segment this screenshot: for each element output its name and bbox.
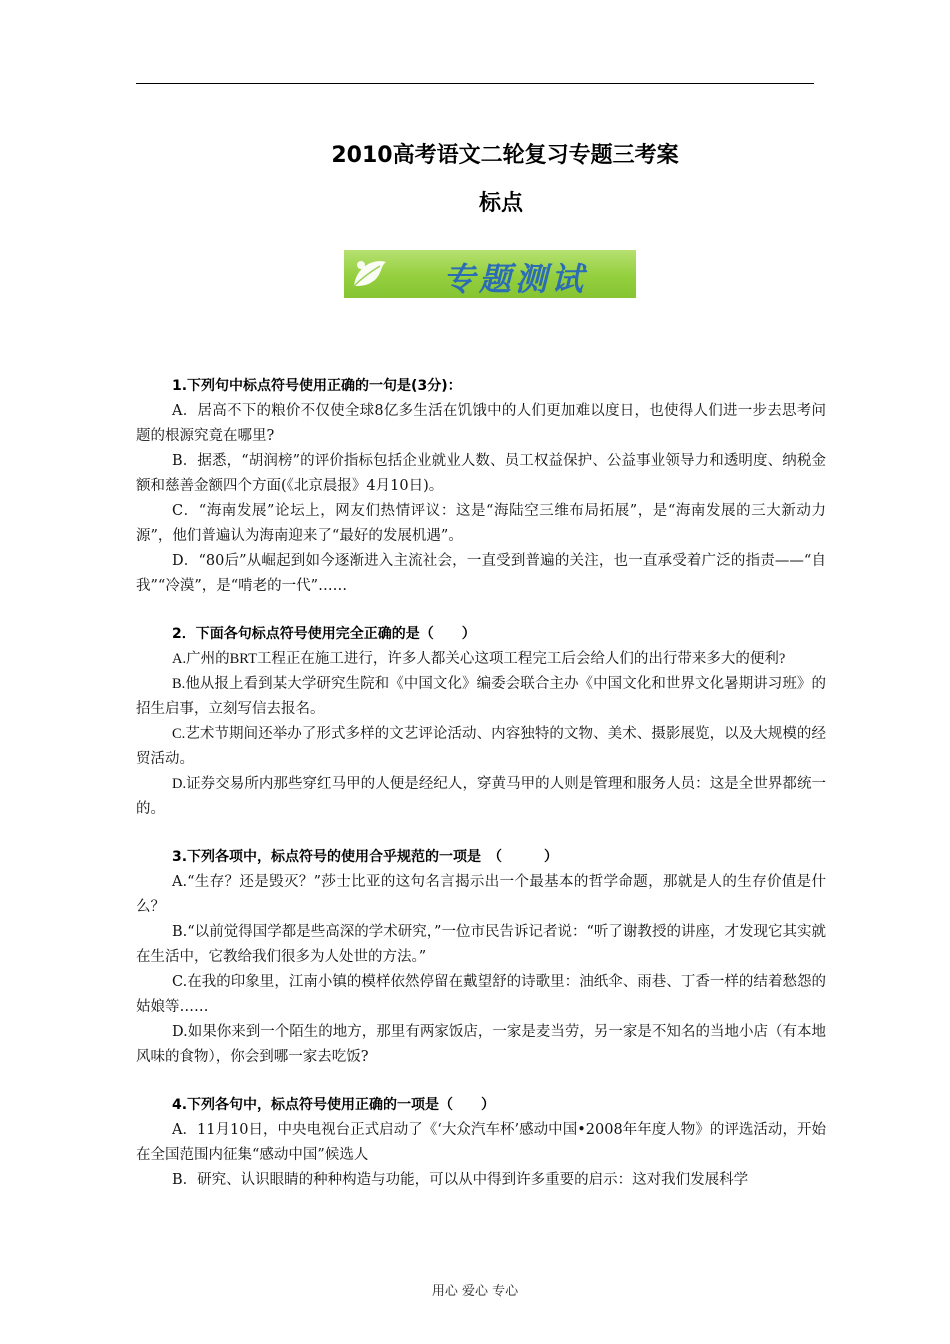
page-subtitle: 标点	[478, 191, 523, 216]
option-b: B.他从报上看到某大学研究生院和《中国文化》编委会联合主办《中国文化和世界文化暑期讲习班》的招生启事，立刻写信去报名。	[136, 676, 826, 717]
option-b: B.“以前觉得国学都是些高深的学术研究，”一位市民告诉记者说：“听了谢教授的讲座，才发现它其实就在生活中，它教给我们很多为人处世的方法。”	[136, 924, 826, 965]
option-a: A．11月10日，中央电视台正式启动了《‘大众汽车杯’感动中国•2008年年度人物》的评选活动，开始在全国范围内征集“感动中国”候选人	[136, 1122, 826, 1163]
option-d: D.证券交易所内那些穿红马甲的人便是经纪人，穿黄马甲的人则是管理和服务人员：这是全世界都统一的。	[136, 776, 826, 817]
question-4	[136, 1093, 826, 1193]
question-2	[136, 622, 826, 822]
page-title: 2010高考语文二轮复习专题三考案	[331, 143, 679, 168]
banner-text: 专题测试	[442, 260, 587, 298]
question-heading: 3.下列各项中，标点符号的使用合乎规范的一项是 （ ）	[172, 849, 559, 865]
topic-banner	[344, 250, 636, 298]
question-heading: 2．下面各句标点符号使用完全正确的是（ ）	[172, 626, 476, 642]
option-a: A.广州的BRT工程正在施工进行，许多人都关心这项工程完工后会给人们的出行带来多大的便利?	[172, 651, 786, 667]
question-3	[136, 845, 826, 1070]
leaf-icon	[350, 256, 390, 296]
question-list	[136, 374, 826, 1216]
question-1	[136, 374, 826, 599]
option-c: C.在我的印象里，江南小镇的模样依然停留在戴望舒的诗歌里：油纸伞、雨巷、丁香一样的结着愁怨的姑娘等……	[136, 974, 826, 1015]
option-d: D．“80后”从崛起到如今逐渐进入主流社会，一直受到普遍的关注，也一直承受着广泛的指责——“自我”“冷漠”，是“啃老的一代”……	[136, 553, 826, 594]
option-b: B．据悉，“胡润榜”的评价指标包括企业就业人数、员工权益保护、公益事业领导力和透明度、纳税金额和慈善金额四个方面(《北京晨报》4月10日)。	[136, 453, 826, 494]
question-heading: 4.下列各句中，标点符号使用正确的一项是（ ）	[172, 1097, 496, 1113]
option-b: B．研究、认识眼睛的种种构造与功能，可以从中得到许多重要的启示：这对我们发展科学	[172, 1172, 749, 1188]
header-rule	[136, 83, 814, 84]
option-a: A.“生存？还是毁灭？”莎士比亚的这句名言揭示出一个最基本的哲学命题，那就是人的生存价值是什么？	[136, 874, 826, 915]
option-a: A．居高不下的粮价不仅使全球8亿多生活在饥饿中的人们更加难以度日，也使得人们进一步去思考问题的根源究竟在哪里?	[136, 403, 826, 444]
option-d: D.如果你来到一个陌生的地方，那里有两家饭店，一家是麦当劳，另一家是不知名的当地小店（有本地风味的食物），你会到哪一家去吃饭?	[136, 1024, 826, 1065]
page-footer: 用心 爱心 专心	[431, 1284, 519, 1299]
option-c: C．“海南发展”论坛上，网友们热情评议：这是“海陆空三维布局拓展”，是“海南发展的三大新动力源”，他们普遍认为海南迎来了“最好的发展机遇”。	[136, 503, 826, 544]
question-heading: 1.下列句中标点符号使用正确的一句是(3分)：	[172, 378, 462, 394]
option-c: C.艺术节期间还举办了形式多样的文艺评论活动、内容独特的文物、美术、摄影展览，以及大规模的经贸活动。	[136, 726, 826, 767]
